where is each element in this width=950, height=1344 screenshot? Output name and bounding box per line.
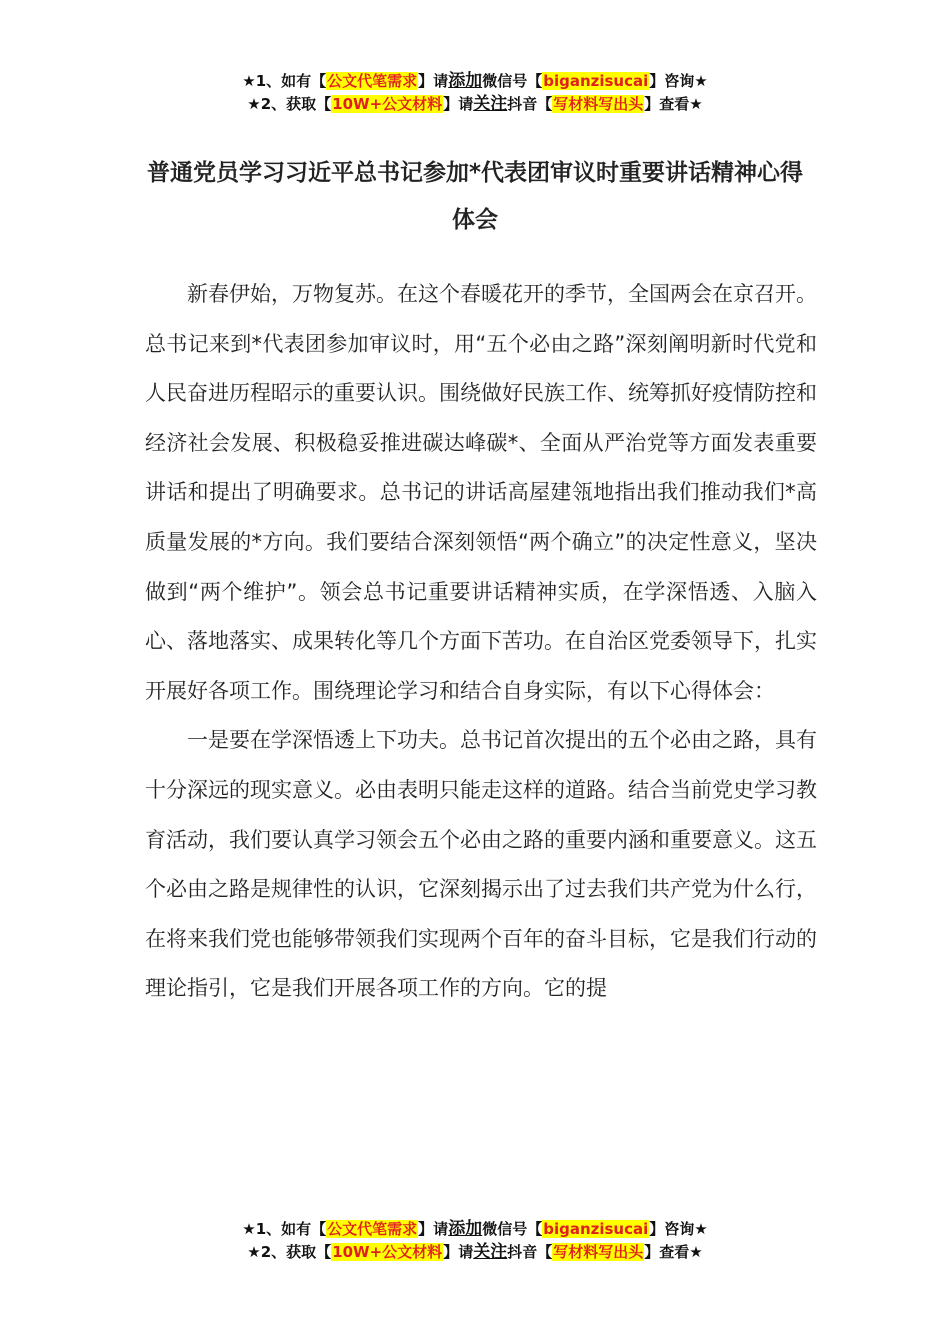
promo-highlight: biganzisucai [543, 1220, 649, 1238]
promo-emphasis: 添加 [448, 71, 483, 91]
promo-text: ★1、如有【 [242, 1220, 327, 1238]
promo-line-2 [0, 93, 950, 116]
promo-line-2 [0, 1241, 950, 1264]
promo-text: 】请 [443, 1243, 474, 1261]
promo-emphasis: 添加 [448, 1219, 483, 1239]
body-paragraph: 新春伊始，万物复苏。在这个春暖花开的季节，全国两会在京召开。总书记来到*代表团参加审议时，用“五个必由之路”深刻阐明新时代党和人民奋进历程昭示的重要认识。围绕做好民族工作、统筹抓好疫情防控和经济社会发展、积极稳妥推进碳达峰碳*、全面从严治党等方面发表重要讲话和提出了明确要求。总书记的讲话高屋建瓴地指出我们推动我们*高质量发展的*方向。我们要结合深刻领悟“两个确立”的决定性意义，坚决做到“两个维护”。领会总书记重要讲话精神实质，在学深悟透、入脑入心、落地落实、成果转化等几个方面下苦功。在自治区党委领导下，扎实开展好各项工作。围绕理论学习和结合自身实际，有以下心得体会： [145, 282, 817, 703]
promo-text: 】查看★ [644, 1243, 703, 1261]
promo-banner-bottom [0, 1218, 950, 1264]
promo-highlight: biganzisucai [543, 72, 649, 90]
promo-text: 抖音【 [507, 95, 553, 113]
promo-banner-top [0, 70, 950, 116]
promo-text: 微信号【 [482, 1220, 543, 1238]
promo-text: ★2、获取【 [247, 95, 332, 113]
document-body [145, 270, 817, 1014]
promo-text: 】请 [418, 72, 449, 90]
promo-highlight: 写材料写出头 [553, 95, 644, 113]
promo-highlight: 10W+公文材料 [332, 1243, 443, 1261]
promo-emphasis: 关注 [473, 1242, 508, 1262]
promo-highlight: 10W+公文材料 [332, 95, 443, 113]
promo-text: ★2、获取【 [247, 1243, 332, 1261]
promo-highlight: 写材料写出头 [553, 1243, 644, 1261]
promo-highlight: 公文代笔需求 [327, 72, 418, 90]
promo-text: 】咨询★ [649, 72, 708, 90]
promo-text: 微信号【 [482, 72, 543, 90]
promo-text: 】查看★ [644, 95, 703, 113]
promo-highlight: 公文代笔需求 [327, 1220, 418, 1238]
promo-text: 】请 [443, 95, 474, 113]
promo-emphasis: 关注 [473, 94, 508, 114]
body-paragraph: 一是要在学深悟透上下功夫。总书记首次提出的五个必由之路，具有十分深远的现实意义。必由表明只能走这样的道路。结合当前党史学习教育活动，我们要认真学习领会五个必由之路的重要内涵和重要意义。这五个必由之路是规律性的认识，它深刻揭示出了过去我们共产党为什么行，在将来我们党也能够带领我们实现两个百年的奋斗目标，它是我们行动的理论指引，它是我们开展各项工作的方向。它的提 [145, 728, 817, 1001]
promo-line-1 [0, 70, 950, 93]
promo-text: ★1、如有【 [242, 72, 327, 90]
promo-line-1 [0, 1218, 950, 1241]
promo-text: 抖音【 [507, 1243, 553, 1261]
document-title: 普通党员学习习近平总书记参加*代表团审议时重要讲话精神心得体会 [146, 160, 804, 233]
promo-text: 】咨询★ [649, 1220, 708, 1238]
promo-text: 】请 [418, 1220, 449, 1238]
